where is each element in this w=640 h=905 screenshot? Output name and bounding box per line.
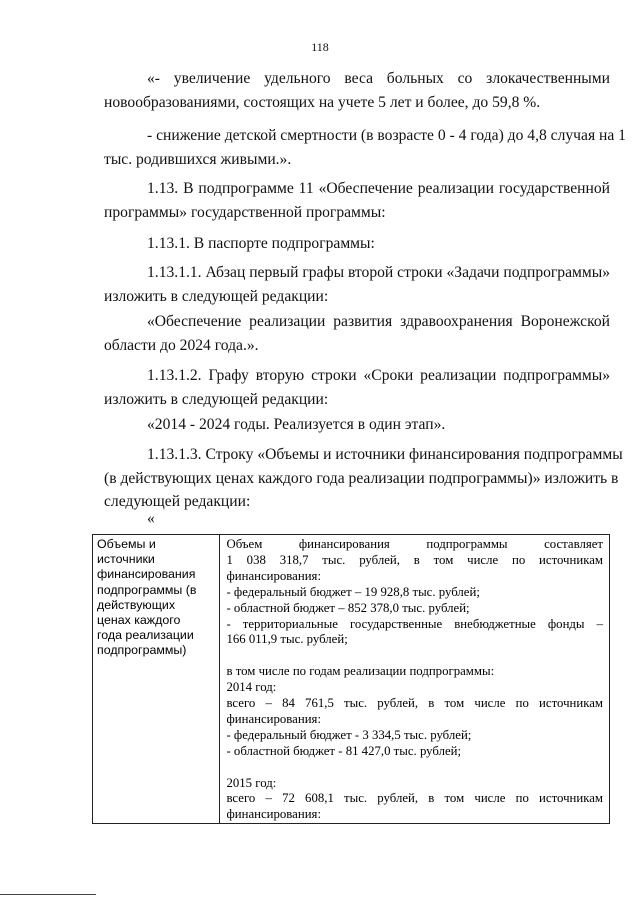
paragraph-line: программы» государственной программы: [104,203,386,221]
paragraph-line: (в действующих ценах каждого года реализации подпрограммы)» изложить в [104,469,619,487]
paragraph [104,232,610,256]
paragraph-line: - снижение детской смертности (в возрасте 0 - 4 года) до 4,8 случая на 1 [147,127,626,144]
paragraph-line: 1.13. В подпрограмме 11 «Обеспечение реализации государственной [147,180,610,197]
paragraph-line: 1.13.1.3. Строку «Объемы и источники финансирования подпрограммы [147,446,623,463]
value-line: всего – 84 761,5 тыс. рублей, в том числе по источникам [226,696,603,711]
value-line: - федеральный бюджет - 3 334,5 тыс. рублей; [226,727,472,742]
value-line: 2014 год: [226,680,277,695]
table-row [93,535,610,824]
paragraph-line: изложить в следующей редакции: [104,287,329,305]
paragraph [104,261,610,308]
paragraph [104,177,610,224]
paragraph-line: следующей редакции: [104,493,251,511]
table-label-cell [93,535,220,824]
paragraph-line: области до 2024 года.». [104,336,259,354]
value-line: финансирования: [226,711,322,726]
paragraph [104,124,626,171]
paragraph-line: тыс. родившихся живыми.». [104,150,292,168]
value-line: - территориальные государственные внебюджетные фонды – [226,616,603,631]
paragraph-line: «2014 - 2024 годы. Реализуется в один этап». [147,416,446,433]
paragraph [104,364,610,411]
label-line: действующих [97,597,176,612]
value-line: в том числе по годам реализации подпрограммы: [226,664,495,679]
value-line: - областной бюджет - 81 427,0 тыс. рублей; [226,743,462,758]
value-line: всего – 72 608,1 тыс. рублей, в том числе по источникам [226,791,603,806]
paragraph [104,443,623,514]
financing-table [92,534,610,824]
label-line: ценах каждого [97,613,181,628]
paragraph [104,413,610,437]
label-line: года реализации [97,628,194,643]
paragraph [104,310,610,357]
value-line: - областной бюджет – 852 378,0 тыс. рублей; [226,600,470,615]
value-line: 2015 год: [226,775,277,790]
paragraph [104,67,610,114]
paragraph-line: новообразованиями, состоящих на учете 5 лет и более, до 59,8 %. [104,93,541,111]
value-line: - федеральный бюджет – 19 928,8 тыс. рублей; [226,584,480,599]
paragraph-line: 1.13.1. В паспорте подпрограммы: [147,235,375,252]
footer-divider [0,894,96,895]
label-line: источники [97,552,155,567]
paragraph-line: «- увеличение удельного веса больных со злокачественными [147,70,610,87]
paragraph-line: 1.13.1.2. Графу вторую строки «Сроки реализации подпрограммы» [147,367,610,384]
value-line: финансирования: [226,568,322,583]
blank-line [226,760,603,776]
label-line: подпрограммы) [97,643,187,658]
page-number: 118 [311,40,329,54]
value-line: 1 038 318,7 тыс. рублей, в том числе по источникам [226,552,603,567]
label-line: Объемы и [97,537,156,551]
value-line: Объем финансирования подпрограммы составляет [226,537,603,551]
paragraph-line: 1.13.1.1. Абзац первый графы второй строки «Задачи подпрограммы» [147,264,611,281]
label-line: подпрограммы (в [97,582,197,597]
paragraph-line: изложить в следующей редакции: [104,390,329,408]
blank-line [226,648,603,664]
table-value-cell [220,535,610,824]
label-line: финансирования [97,567,196,582]
value-line: финансирования: [226,807,322,822]
quote-open-mark: « [147,510,155,527]
paragraph-line: «Обеспечение реализации развития здравоохранения Воронежской [147,313,610,330]
value-line: 166 011,9 тыс. рублей; [226,632,348,647]
